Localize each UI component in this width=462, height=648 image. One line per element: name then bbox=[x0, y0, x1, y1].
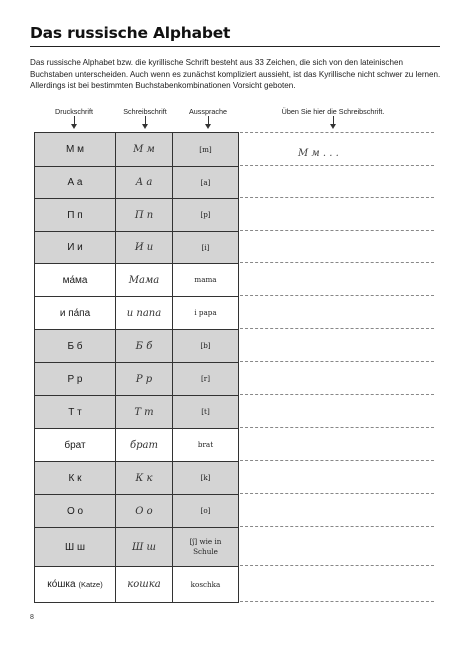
pronunciation-cell: [m] bbox=[172, 133, 238, 166]
pronunciation-cell: mama bbox=[172, 264, 238, 296]
print-cell: П п bbox=[67, 209, 83, 221]
print-word: ко́шка bbox=[47, 579, 76, 590]
script-cell: кошка bbox=[115, 567, 172, 602]
table-row bbox=[35, 133, 238, 166]
table-row bbox=[35, 296, 238, 329]
table-row bbox=[35, 566, 238, 602]
practice-line bbox=[240, 361, 434, 362]
practice-line bbox=[240, 493, 434, 494]
pronunciation-cell: [a] bbox=[172, 167, 238, 198]
practice-line bbox=[240, 262, 434, 263]
pronunciation-cell: [i] bbox=[172, 232, 238, 263]
title-divider bbox=[30, 46, 440, 47]
pronunciation-cell: [r] bbox=[172, 363, 238, 395]
table-row bbox=[35, 198, 238, 231]
practice-line bbox=[240, 328, 434, 329]
print-cell: Б б bbox=[67, 340, 83, 352]
practice-line bbox=[240, 132, 434, 133]
intro-paragraph: Das russische Alphabet bzw. die kyrillische Schrift besteht aus 33 Zeichen, die sich von den lateinischen Buchstaben unterscheiden. Auch wenn es zunächst kompliziert aussieht, ist das Kyrillische nicht schwer zu lernen. Allerdings ist bei bestimmten Buchstabenkombinationen Vorsicht geboten. bbox=[30, 58, 441, 91]
print-cell: Ш ш bbox=[65, 541, 85, 553]
script-cell: Мама bbox=[115, 264, 172, 296]
table-row bbox=[35, 166, 238, 198]
pronunciation-cell: [ʃ] wie in Schule bbox=[172, 528, 238, 566]
script-cell: Р р bbox=[115, 363, 172, 395]
print-cell: Т т bbox=[68, 406, 82, 418]
practice-line bbox=[240, 165, 434, 166]
column-header-pronunciation: Aussprache bbox=[189, 107, 227, 116]
pronunciation-cell: i papa bbox=[172, 297, 238, 329]
script-cell: Т т bbox=[115, 396, 172, 428]
table-row bbox=[35, 494, 238, 527]
pronunciation-cell: [k] bbox=[172, 462, 238, 494]
practice-sample: М м . . . bbox=[298, 148, 339, 159]
practice-line bbox=[240, 427, 434, 428]
practice-line bbox=[240, 197, 434, 198]
table-row bbox=[35, 362, 238, 395]
script-cell: П п bbox=[115, 199, 172, 231]
script-cell: О о bbox=[115, 495, 172, 527]
print-cell bbox=[35, 567, 115, 602]
pronunciation-cell: [b] bbox=[172, 330, 238, 362]
script-cell: К к bbox=[115, 462, 172, 494]
print-cell: Р р bbox=[67, 373, 83, 385]
pronunciation-cell: [p] bbox=[172, 199, 238, 231]
practice-line bbox=[240, 601, 434, 602]
translation-note: (Katze) bbox=[78, 580, 103, 589]
print-cell: К к bbox=[68, 472, 82, 484]
script-cell: и папа bbox=[115, 297, 172, 329]
table-row bbox=[35, 527, 238, 566]
script-cell: И и bbox=[115, 232, 172, 263]
script-cell: Ш ш bbox=[115, 528, 172, 566]
alphabet-table bbox=[34, 132, 239, 603]
pronunciation-cell: [t] bbox=[172, 396, 238, 428]
print-cell: и па́па bbox=[59, 307, 91, 319]
practice-line bbox=[240, 295, 434, 296]
script-cell: брат bbox=[115, 429, 172, 461]
table-row bbox=[35, 263, 238, 296]
column-header-script: Schreibschrift bbox=[123, 107, 167, 116]
print-cell: И и bbox=[67, 242, 83, 253]
practice-line bbox=[240, 565, 434, 566]
practice-line bbox=[240, 526, 434, 527]
table-row bbox=[35, 329, 238, 362]
page-title: Das russische Alphabet bbox=[30, 24, 231, 42]
practice-line bbox=[240, 394, 434, 395]
pronunciation-cell: koschka bbox=[172, 567, 238, 602]
print-cell: М м bbox=[66, 144, 84, 155]
print-cell: О о bbox=[66, 505, 84, 517]
print-cell: А а bbox=[67, 177, 83, 188]
script-cell: М м bbox=[115, 133, 172, 166]
script-cell: Б б bbox=[115, 330, 172, 362]
table-row bbox=[35, 461, 238, 494]
script-cell: А а bbox=[115, 167, 172, 198]
page-number: 8 bbox=[30, 614, 34, 621]
column-header-practice: Üben Sie hier die Schreibschrift. bbox=[281, 107, 385, 116]
table-row bbox=[35, 428, 238, 461]
print-cell: ма́ма bbox=[62, 274, 88, 286]
table-row bbox=[35, 395, 238, 428]
print-cell: брат bbox=[64, 439, 86, 451]
column-header-print: Druckschrift bbox=[55, 107, 93, 116]
pronunciation-cell: brat bbox=[172, 429, 238, 461]
table-row bbox=[35, 231, 238, 263]
practice-line bbox=[240, 460, 434, 461]
pronunciation-cell: [o] bbox=[172, 495, 238, 527]
practice-line bbox=[240, 230, 434, 231]
